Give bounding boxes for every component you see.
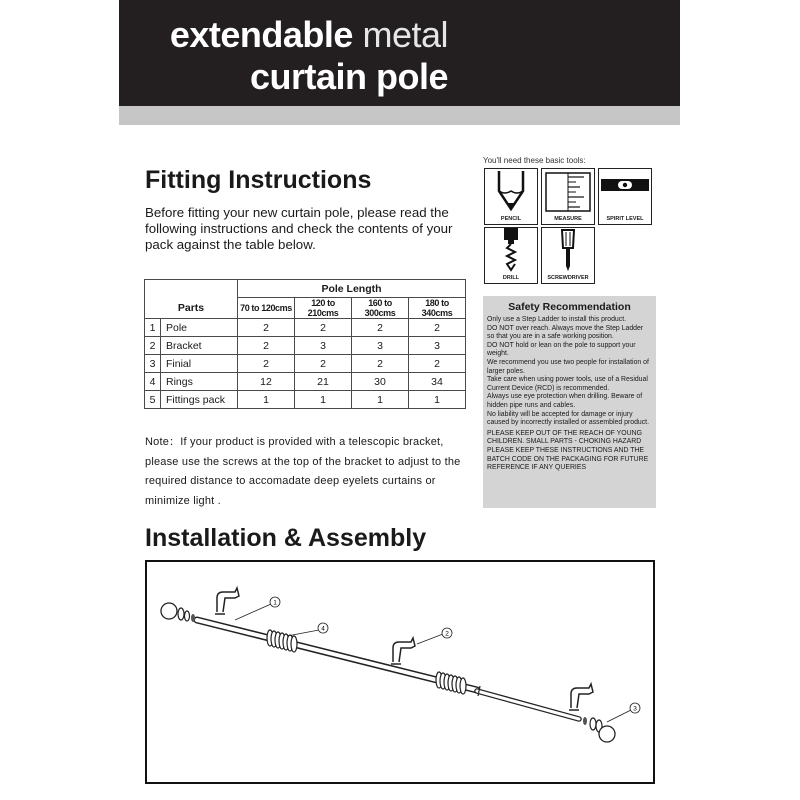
- callout-label: 4: [321, 625, 325, 633]
- spirit-level-icon: [599, 169, 651, 213]
- callout-label: 1: [273, 599, 277, 607]
- row-number: 5: [145, 391, 161, 409]
- tool-pencil: [484, 168, 538, 225]
- table-header-row-1: [145, 280, 466, 298]
- callout-3: [607, 703, 640, 722]
- part-quantity: 2: [295, 355, 352, 373]
- part-name: Bracket: [161, 337, 238, 355]
- size-header: 180 to 340cms: [409, 298, 466, 319]
- drill-icon: [485, 228, 537, 272]
- part-quantity: 1: [352, 391, 409, 409]
- table-row: [145, 373, 466, 391]
- callout-label: 3: [633, 705, 637, 713]
- left-finial: [161, 603, 195, 622]
- part-quantity: 12: [238, 373, 295, 391]
- part-quantity: 21: [295, 373, 352, 391]
- part-quantity: 2: [409, 355, 466, 373]
- part-quantity: 2: [238, 355, 295, 373]
- header-banner: [119, 0, 680, 106]
- part-name: Fittings pack: [161, 391, 238, 409]
- part-quantity: 30: [352, 373, 409, 391]
- safety-line: DO NOT hold or lean on the pole to support your weight.: [487, 341, 636, 358]
- part-quantity: 2: [295, 319, 352, 337]
- title-bold: extendable: [169, 14, 353, 55]
- bracket-left: [215, 588, 239, 614]
- safety-line: PLEASE KEEP THESE INSTRUCTIONS AND THE BATCH CODE ON THE PACKAGING FOR FUTURE REFERENCE IF ANY QUERIES: [487, 446, 649, 472]
- bracket-middle: [391, 638, 415, 664]
- row-number: 2: [145, 337, 161, 355]
- safety-line: Only use a Step Ladder to install this product.: [487, 316, 627, 323]
- safety-line: No liability will be accepted for damage or injury caused by incorrectly installed or assembled product.: [487, 410, 650, 427]
- pencil-icon: [485, 169, 537, 213]
- part-quantity: 1: [295, 391, 352, 409]
- part-quantity: 3: [295, 337, 352, 355]
- rings-group-1: [267, 630, 297, 652]
- size-header: 70 to 120cms: [238, 298, 295, 319]
- tools-caption: You'll need these basic tools:: [483, 156, 586, 165]
- title-line-1: [170, 14, 448, 56]
- title-light: metal: [362, 14, 448, 55]
- part-name: Pole: [161, 319, 238, 337]
- assembly-illustration: [147, 562, 653, 782]
- part-quantity: 2: [409, 319, 466, 337]
- fitting-heading: Fitting Instructions: [145, 166, 372, 194]
- part-quantity: 2: [352, 319, 409, 337]
- tool-label: SCREWDRIVER: [547, 275, 589, 281]
- part-quantity: 2: [238, 337, 295, 355]
- rings-group-2: [436, 672, 466, 694]
- table-row: [145, 337, 466, 355]
- safety-title: Safety Recommendation: [508, 301, 631, 313]
- callout-2: [417, 628, 452, 644]
- tool-label: DRILL: [502, 275, 520, 281]
- pole-length-header: Pole Length: [238, 280, 466, 298]
- parts-table: [144, 279, 466, 409]
- callout-4: [287, 623, 328, 636]
- part-quantity: 34: [409, 373, 466, 391]
- part-quantity: 3: [409, 337, 466, 355]
- part-name: Finial: [161, 355, 238, 373]
- size-header: 120 to 210cms: [295, 298, 352, 319]
- safety-line: We recommend you use two people for installation of larger poles.: [487, 358, 649, 375]
- part-quantity: 3: [352, 337, 409, 355]
- size-header: 160 to 300cms: [352, 298, 409, 319]
- row-number: 3: [145, 355, 161, 373]
- table-row: [145, 355, 466, 373]
- part-name: Rings: [161, 373, 238, 391]
- callout-1: [235, 597, 280, 620]
- safety-line: Always use eye protection when drilling. Beware of hidden pipe runs and cables.: [487, 393, 643, 409]
- safety-recommendation-box: [483, 296, 656, 508]
- pole: [197, 620, 579, 719]
- screwdriver-icon: [542, 228, 594, 272]
- bracket-right: [569, 684, 593, 710]
- fitting-intro: Before fitting your new curtain pole, please read the following instructions and check the contents of your pack against the table below.: [145, 205, 453, 252]
- installation-heading: Installation & Assembly: [145, 524, 427, 552]
- table-row: [145, 319, 466, 337]
- tool-label: MEASURE: [554, 216, 582, 222]
- tool-measure: [541, 168, 595, 225]
- row-number: 4: [145, 373, 161, 391]
- parts-header: Parts: [145, 298, 238, 319]
- part-quantity: 2: [238, 319, 295, 337]
- callout-label: 2: [445, 630, 449, 638]
- safety-line: PLEASE KEEP OUT OF THE REACH OF YOUNG CHILDREN. SMALL PARTS - CHOKING HAZARD: [487, 429, 642, 446]
- telescopic-bracket-note: Note：If your product is provided with a telescopic bracket, please use the screws at the top of the bracket to adjust to the required distance to accomadate deep eyelets curtains or minimize light .: [145, 436, 461, 507]
- tool-drill: [484, 227, 538, 284]
- row-number: 1: [145, 319, 161, 337]
- part-quantity: 2: [352, 355, 409, 373]
- header-divider: [119, 106, 680, 125]
- tool-screwdriver: [541, 227, 595, 284]
- safety-line: DO NOT over reach. Always move the Step Ladder so that you are in a safe working position.: [487, 324, 644, 341]
- part-quantity: 1: [409, 391, 466, 409]
- tool-label: SPIRIT LEVEL: [606, 216, 644, 222]
- table-row: [145, 391, 466, 409]
- measure-icon: [542, 169, 594, 213]
- part-quantity: 1: [238, 391, 295, 409]
- title-line-2: curtain pole: [249, 56, 448, 97]
- table-header-row-2: [145, 298, 466, 319]
- table-corner-cell: [145, 280, 238, 298]
- safety-line: Take care when using power tools, use of a Residual Current Device (RCD) is recommended.: [487, 376, 648, 392]
- tool-label: PENCIL: [500, 216, 522, 222]
- assembly-diagram: [145, 560, 655, 784]
- tool-spirit-level: [598, 168, 652, 225]
